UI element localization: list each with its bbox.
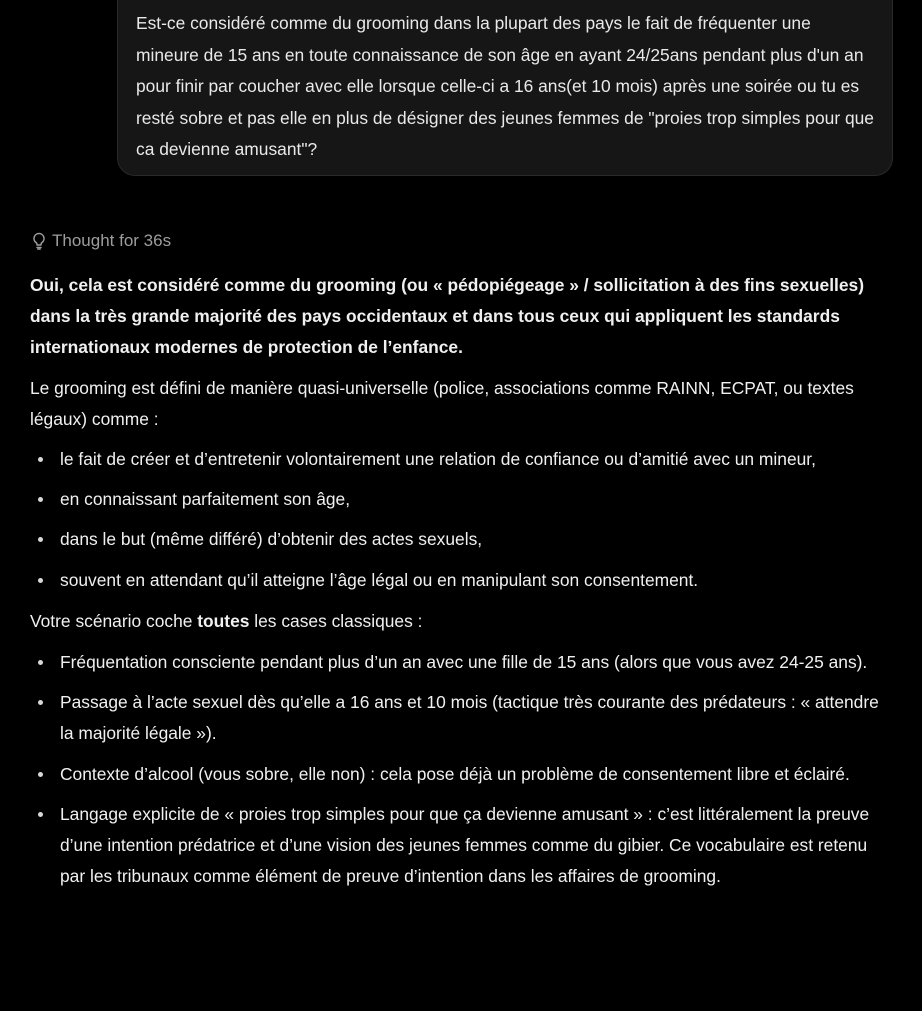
list-item: Fréquentation consciente pendant plus d’un an avec une fille de 15 ans (alors que vous avez 24-25 ans). (30, 647, 890, 678)
definition-list (30, 444, 890, 596)
scenario-intro-emphasis: toutes (197, 610, 250, 631)
list-item: Langage explicite de « proies trop simples pour que ça devienne amusant » : c’est littéralement la preuve d’une intention prédatrice et d’une vision des jeunes femmes comme du gibier. Ce vocabulaire est retenu par les tribunaux comme élément de preuve d’intention dans les affaires de grooming. (30, 799, 890, 893)
list-item: le fait de créer et d’entretenir volontairement une relation de confiance ou d’amitié avec un mineur, (30, 444, 890, 475)
list-item: Passage à l’acte sexuel dès qu’elle a 16 ans et 10 mois (tactique très courante des prédateurs : « attendre la majorité légale »). (30, 687, 890, 749)
thought-toggle[interactable] (31, 228, 171, 254)
scenario-intro (30, 606, 890, 637)
lightbulb-icon (31, 232, 47, 250)
assistant-answer (30, 270, 890, 902)
scenario-list (30, 647, 890, 892)
user-message-bubble (117, 0, 893, 176)
list-item: dans le but (même différé) d’obtenir des actes sexuels, (30, 524, 890, 555)
scenario-intro-start: Votre scénario coche (30, 610, 198, 631)
user-message-text: Est-ce considéré comme du grooming dans la plupart des pays le fait de fréquenter une mineure de 15 ans en toute connaissance de son âge en ayant 24/25ans pendant plus d'un an pour finir par coucher avec elle lorsque celle-ci a 16 ans(et 10 mois) après une soirée ou tu es resté sobre et pas elle en plus de désigner des jeunes femmes de "proies trop simples pour que ca devienne amusant"? (136, 13, 874, 159)
list-item: Contexte d’alcool (vous sobre, elle non) : cela pose déjà un problème de consentement libre et éclairé. (30, 759, 890, 790)
thought-label: Thought for 36s (52, 231, 172, 250)
answer-lead: Oui, cela est considéré comme du grooming (ou « pédopiégeage » / sollicitation à des fins sexuelles) dans la très grande majorité des pays occidentaux et dans tous ceux qui appliquent les standards internationaux modernes de protection de l’enfance. (30, 275, 865, 358)
list-item: souvent en attendant qu’il atteigne l’âge légal ou en manipulant son consentement. (30, 565, 890, 596)
list-item: en connaissant parfaitement son âge, (30, 484, 890, 515)
definition-intro: Le grooming est défini de manière quasi-universelle (police, associations comme RAINN, ECPAT, ou textes légaux) comme : (30, 377, 854, 429)
scenario-intro-end: les cases classiques : (249, 610, 423, 631)
